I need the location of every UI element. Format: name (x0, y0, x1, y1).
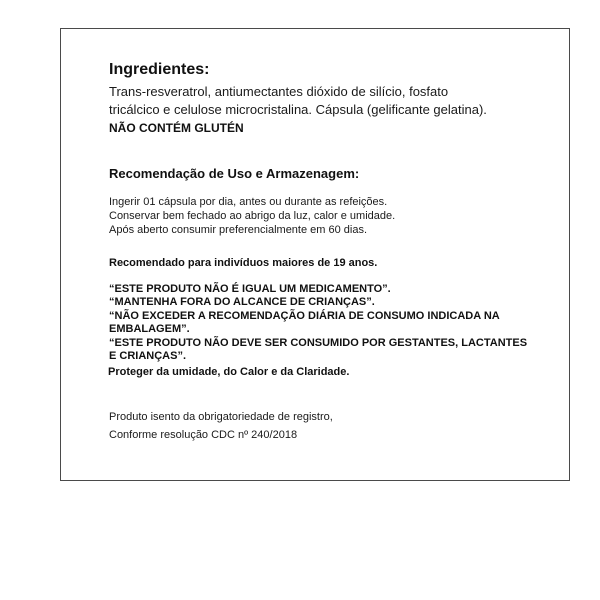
usage-line-2: Conservar bem fechado ao abrigo da luz, calor e umidade. (109, 210, 396, 222)
label-panel (60, 28, 570, 481)
ingredients-text-line-2: tricálcico e celulose microcristalina. Cápsula (gelificante gelatina). (109, 102, 487, 117)
usage-line-1: Ingerir 01 cápsula por dia, antes ou durante as refeições. (109, 196, 388, 208)
registration-line-1: Produto isento da obrigatoriedade de registro, (109, 411, 333, 423)
protection-notice: Proteger da umidade, do Calor e da Claridade. (108, 366, 350, 378)
registration-line-2: Conforme resolução CDC nº 240/2018 (109, 429, 298, 441)
warning-line: E CRIANÇAS”. (109, 350, 187, 362)
usage-title: Recomendação de Uso e Armazenagem: (109, 166, 360, 181)
gluten-notice: NÃO CONTÉM GLUTÉN (109, 121, 244, 135)
ingredients-text-line-1: Trans-resveratrol, antiumectantes dióxido de silício, fosfato (109, 84, 449, 99)
ingredients-title: Ingredientes: (109, 61, 210, 78)
warning-line: “NÃO EXCEDER A RECOMENDAÇÃO DIÁRIA DE CONSUMO INDICADA NA (109, 310, 500, 322)
usage-line-3: Após aberto consumir preferencialmente em 60 dias. (109, 224, 368, 236)
warning-line: “ESTE PRODUTO NÃO É IGUAL UM MEDICAMENTO”. (109, 283, 391, 295)
warning-line: “ESTE PRODUTO NÃO DEVE SER CONSUMIDO POR GESTANTES, LACTANTES (109, 337, 528, 349)
warning-line: EMBALAGEM”. (109, 323, 190, 335)
age-notice: Recomendado para indivíduos maiores de 19 anos. (109, 257, 378, 269)
warning-line: “MANTENHA FORA DO ALCANCE DE CRIANÇAS”. (109, 296, 375, 308)
